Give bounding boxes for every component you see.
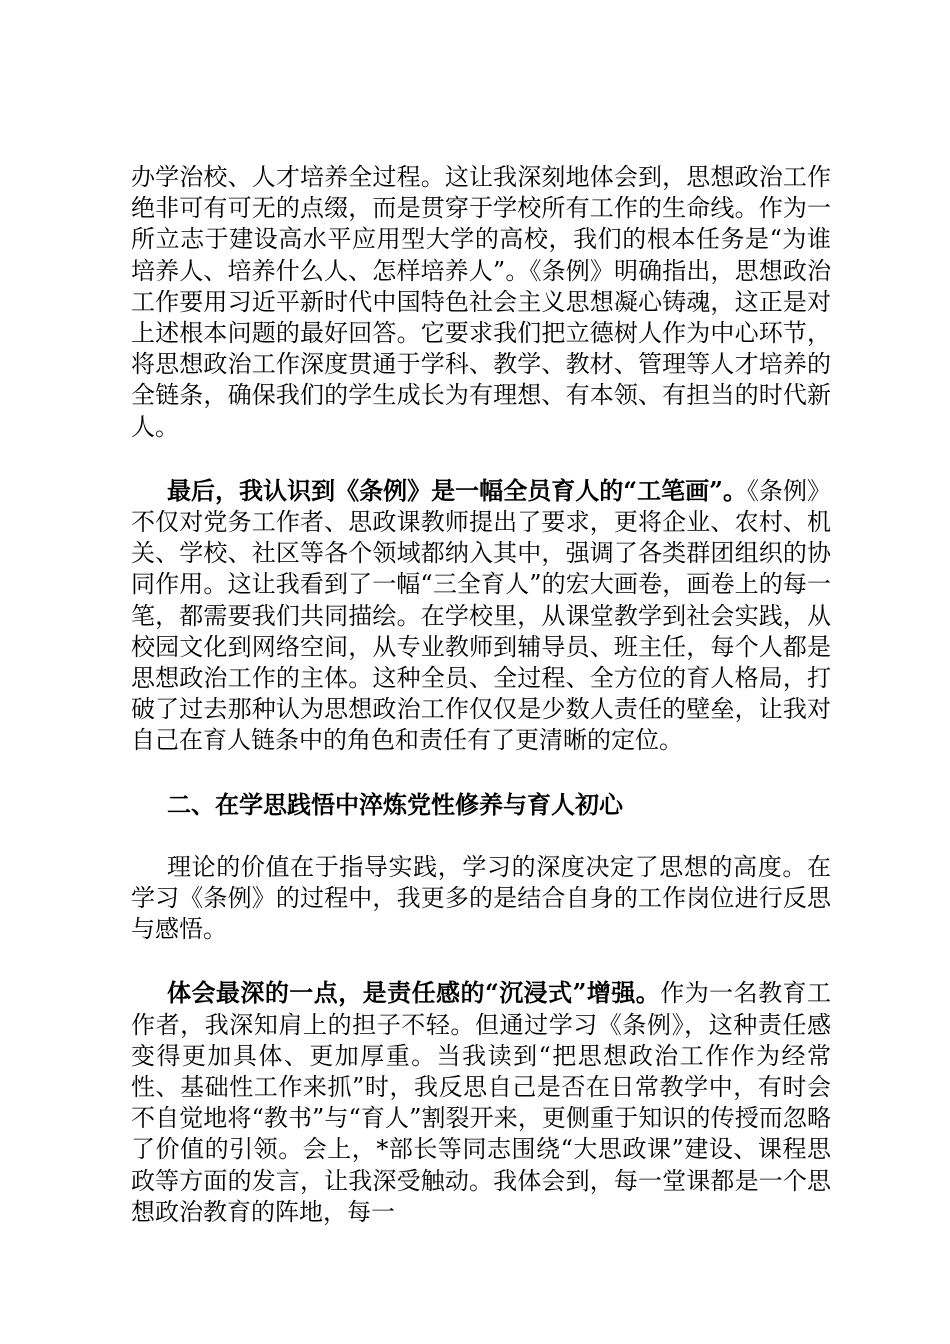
section-heading: 二、在学思践悟中淬炼党性修养与育人初心 — [167, 789, 623, 819]
paragraph-responsibility — [131, 977, 831, 1228]
paragraph-continuation — [131, 162, 831, 443]
paragraph-lead-bold: 体会最深的一点，是责任感的“沉浸式”增强。 — [167, 978, 661, 1008]
document-page — [131, 162, 831, 1228]
paragraph-theory-practice — [131, 852, 831, 946]
paragraph-text: 理论的价值在于指导实践，学习的深度决定了思想的高度。在学习《条例》的过程中，我更多的是结合自身的工作岗位进行反思与感悟。 — [131, 852, 831, 944]
paragraph-lead-bold: 最后，我认识到《条例》是一幅全员育人的“工笔画”。 — [167, 475, 747, 505]
paragraph-text: 《条例》不仅对党务工作者、思政课教师提出了要求，更将企业、农村、机关、学校、社区等各个领域都纳入其中，强调了各类群团组织的协同作用。这让我看到了一幅“三全育人”的宏大画卷，画卷上的每一笔，都需要我们共同描绘。在学校里，从课堂教学到社会实践，从校园文化到网络空间，从专业教师到辅导员、班主任，每个人都是思想政治工作的主体。这种全员、全过程、全方位的育人格局，打破了过去那种认为思想政治工作仅仅是少数人责任的壁垒，让我对自己在育人链条中的角色和责任有了更清晰的定位。 — [131, 476, 832, 755]
paragraph-text: 作为一名教育工作者，我深知肩上的担子不轻。但通过学习《条例》，这种责任感变得更加具体、更加厚重。当我读到“把思想政治工作作为经常性、基础性工作来抓”时，我反思自己是否在日常教学中，有时会不自觉地将“教书”与“育人”割裂开来，更侧重于知识的传授而忽略了价值的引领。会上，*部长等同志围绕“大思政课”建设、课程思政等方面的发言，让我深受触动。我体会到，每一堂课都是一个思想政治教育的阵地，每一 — [131, 979, 832, 1226]
paragraph-text: 办学治校、人才培养全过程。这让我深刻地体会到，思想政治工作绝非可有可无的点缀，而是贯穿于学校所有工作的生命线。作为一所立志于建设高水平应用型大学的高校，我们的根本任务是“为谁培养人、培养什么人、怎样培养人”。《条例》明确指出，思想政治工作要用习近平新时代中国特色社会主义思想凝心铸魂，这正是对上述根本问题的最好回答。它要求我们把立德树人作为中心环节，将思想政治工作深度贯通于学科、教学、教材、管理等人才培养的全链条，确保我们的学生成长为有理想、有本领、有担当的时代新人。 — [131, 163, 831, 441]
paragraph-full-staff-education — [131, 475, 831, 757]
